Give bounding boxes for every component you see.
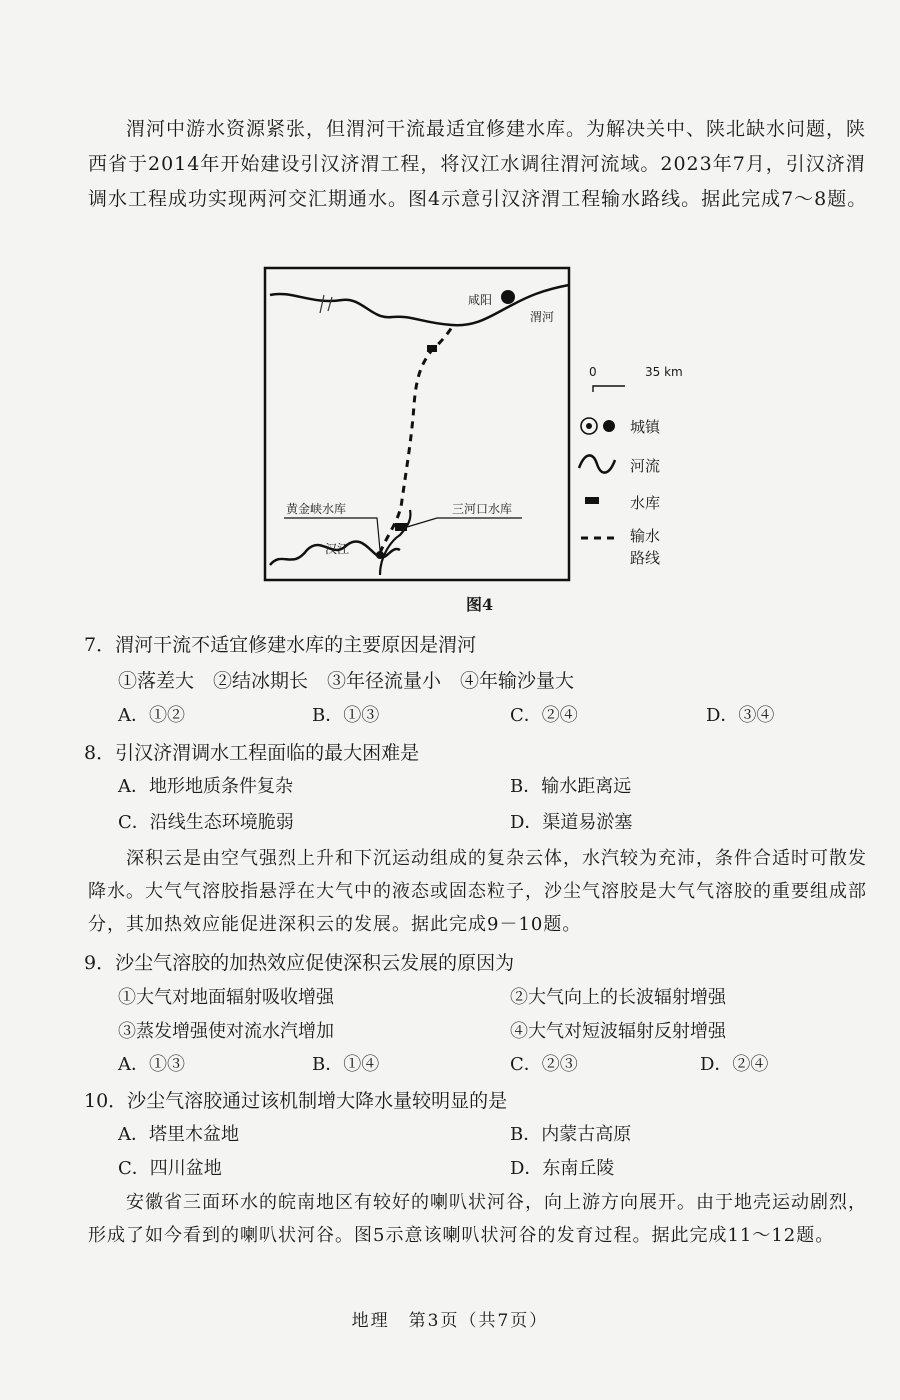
scale-bar [593,386,625,392]
q7-items: ①落差大 ②结冰期长 ③年径流量小 ④年输沙量大 [118,670,575,692]
q7-option-b: B．①③ [312,705,380,726]
q8-stem: 8．引汉济渭调水工程面临的最大困难是 [84,742,420,764]
scale-end: 35 km [645,365,683,379]
page-footer: 地理 第3页（共7页） [351,1311,549,1331]
q9-option-b: B．①④ [312,1054,380,1075]
q9-item-1: ①大气对地面辐射吸收增强 [118,987,334,1008]
q9-stem: 9．沙尘气溶胶的加热效应促使深积云发展的原因为 [84,952,515,974]
tributary-north [320,295,332,313]
scale-zero: 0 [589,365,597,379]
reservoir-right-label: 三河口水库 [452,502,513,516]
q7-option-c: C．②④ [510,705,578,726]
q8-option-c: C．沿线生态环境脆弱 [118,812,294,833]
map-frame [265,268,569,580]
intro-paragraph-3: 安徽省三面环水的皖南地区有较好的喇叭状河谷，向上游方向展开。由于地壳运动剧烈，形成了如今看到的喇叭状河谷。图5示意该喇叭状河谷的发育过程。据此完成11～12题。 [88,1192,867,1246]
q9-option-c: C．②③ [510,1054,578,1075]
legend-reservoir-label: 水库 [630,494,661,512]
city-label: 咸阳 [468,293,493,307]
legend-river-icon [579,455,615,472]
q10-stem: 10．沙尘气溶胶通过该机制增大降水量较明显的是 [84,1090,508,1112]
reservoir-right-marker [395,523,407,531]
q7-option-a: A．①② [118,705,185,726]
route-line [380,327,452,553]
q7-stem: 7．渭河干流不适宜修建水库的主要原因是渭河 [84,634,477,656]
q8-option-d: D．渠道易淤塞 [510,812,633,833]
q9-option-a: A．①③ [118,1054,185,1075]
q9-option-d: D．②④ [700,1054,769,1075]
leader-right [407,518,522,527]
legend-route-label: 输水路线 [630,527,661,567]
river-north-label: 渭河 [530,310,555,324]
q9-item-2: ②大气向上的长波辐射增强 [510,987,726,1008]
route-map [262,265,572,583]
q9-item-4: ④大气对短波辐射反射增强 [510,1021,726,1042]
intro-paragraph-1: 渭河中游水资源紧张，但渭河干流最适宜修建水库。为解决关中、陕北缺水问题，陕西省于2014年开始建设引汉济渭工程，将汉江水调往渭河流域。2023年7月，引汉济渭调水工程成功实现两河交汇期通水。图4示意引汉济渭工程输水路线。据此完成7～8题。 [88,118,868,210]
legend-river-label: 河流 [630,457,661,475]
intro-paragraph-2: 深积云是由空气强烈上升和下沉运动组成的复杂云体，水汽较为充沛，条件合适时可散发降水。大气气溶胶指悬浮在大气中的液态或固态粒子，沙尘气溶胶是大气气溶胶的重要组成部分，其加热效应能促进深积云的发展。据此完成9－10题。 [88,848,867,935]
figure-caption: 图4 [466,595,494,614]
legend-symbols [575,360,625,560]
q9-item-3: ③蒸发增强使对流水汽增加 [118,1021,334,1042]
q10-option-d: D．东南丘陵 [510,1158,615,1179]
river-south-branch [380,510,410,575]
q7-option-d: D．③④ [706,705,775,726]
q10-option-a: A．塔里木盆地 [118,1124,239,1145]
city-marker [501,290,515,304]
reservoir-left-label: 黄金峡水库 [286,502,347,516]
legend-town-label: 城镇 [630,418,661,436]
q8-option-a: A．地形地质条件复杂 [118,776,293,797]
river-north [270,285,569,325]
q8-option-b: B．输水距离远 [510,776,632,797]
q10-option-b: B．内蒙古高原 [510,1124,632,1145]
legend-reservoir-icon [585,497,599,504]
q10-option-c: C．四川盆地 [118,1158,222,1179]
river-south-label: 汉江 [325,542,350,556]
